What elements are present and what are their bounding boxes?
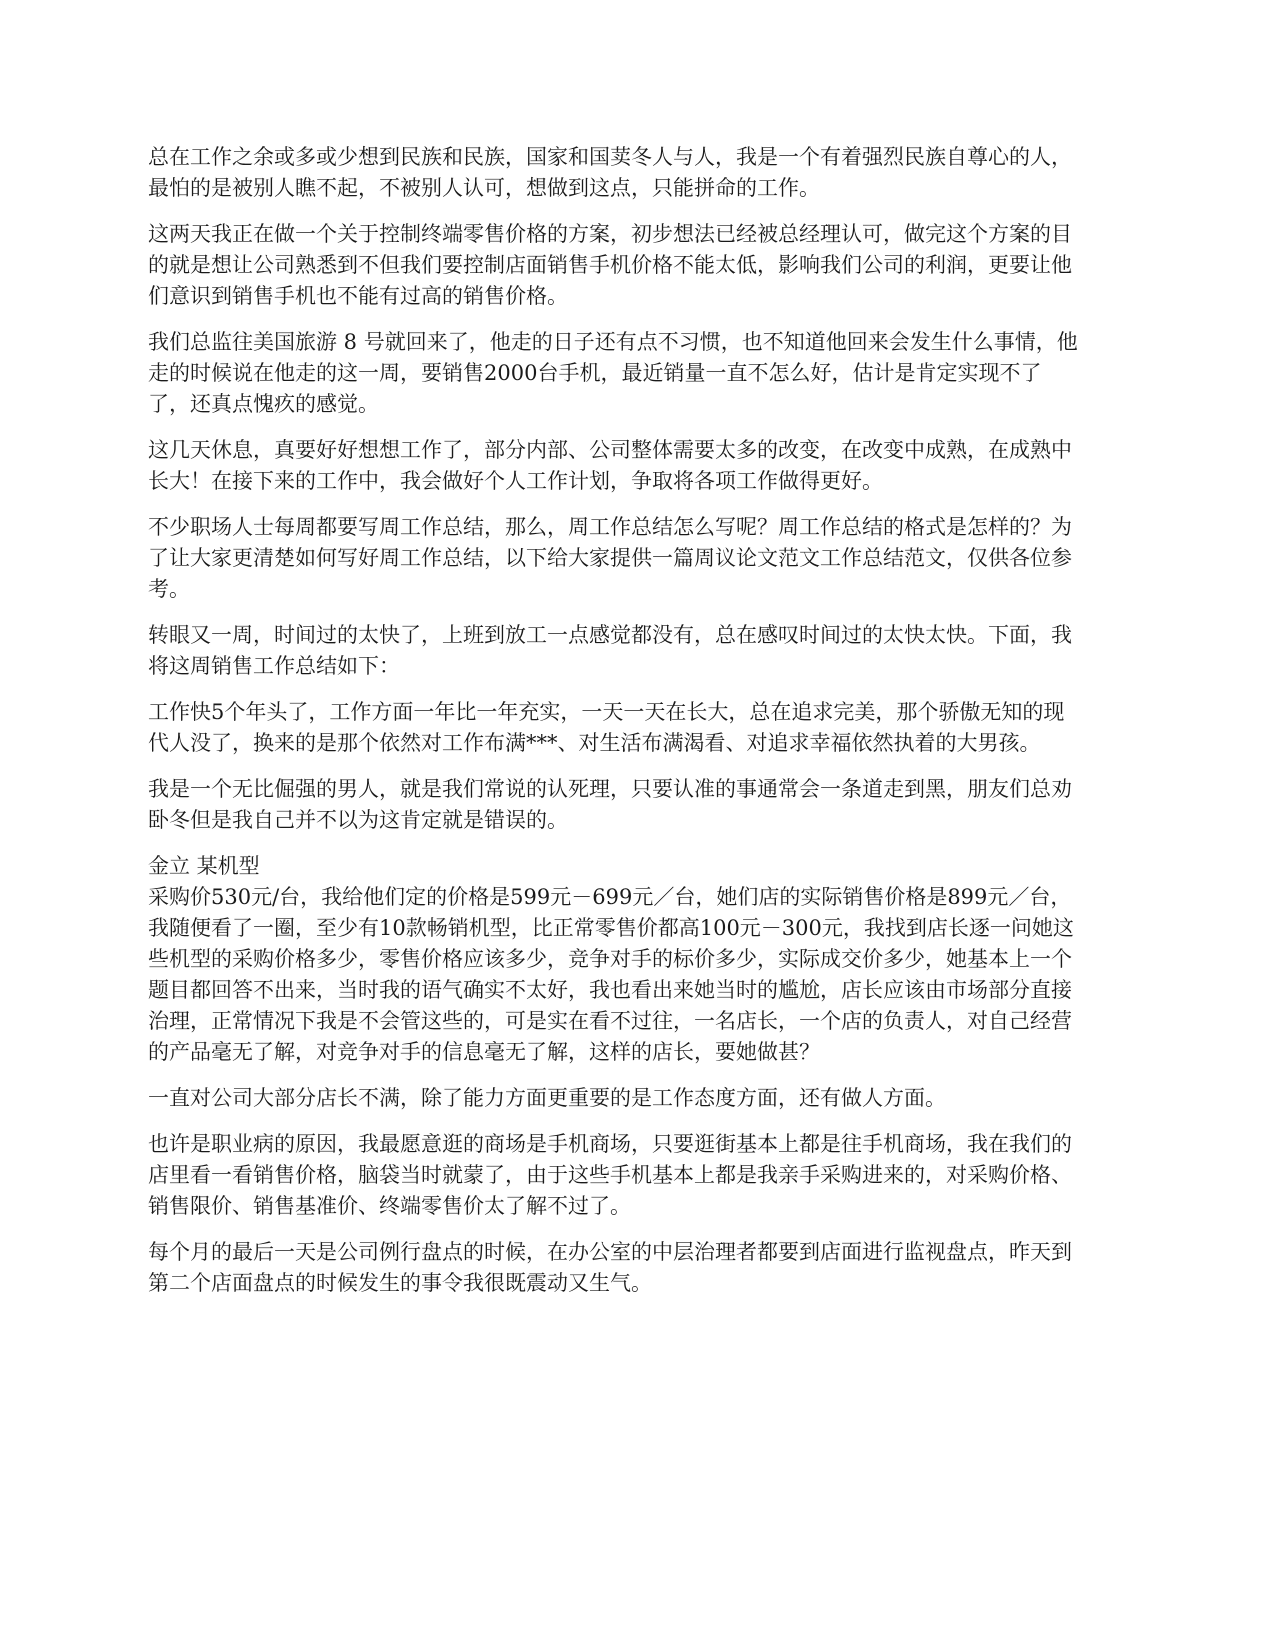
paragraph-7: 工作快5个年头了，工作方面一年比一年充实，一天一天在长大，总在追求完美，那个骄傲无知的现代人没了，换来的是那个依然对工作布满***、对生活布满渴看、对追求幸福依然执着的大男孩。 — [148, 700, 1065, 755]
document-page — [148, 142, 1078, 1314]
closing-paragraph-3: 每个月的最后一天是公司例行盘点的时候，在办公室的中层治理者都要到店面进行监视盘点，昨天到第二个店面盘点的时候发生的事令我很既震动又生气。 — [148, 1240, 1072, 1295]
model-heading: 金立 某机型 — [148, 854, 260, 878]
paragraph-4: 这几天休息，真要好好想想工作了，部分内部、公司整体需要太多的改变，在改变中成熟，在成熟中长大！在接下来的工作中，我会做好个人工作计划，争取将各项工作做得更好。 — [148, 438, 1072, 493]
paragraph-6: 转眼又一周，时间过的太快了，上班到放工一点感觉都没有，总在感叹时间过的太快太快。下面，我将这周销售工作总结如下： — [148, 623, 1072, 678]
paragraph-8: 我是一个无比倔强的男人，就是我们常说的认死理，只要认准的事通常会一条道走到黑，朋友们总劝卧冬但是我自己并不以为这肯定就是错误的。 — [148, 777, 1072, 832]
closing-paragraph-1: 一直对公司大部分店长不满，除了能力方面更重要的是工作态度方面，还有做人方面。 — [148, 1086, 946, 1110]
model-paragraph: 采购价530元/台，我给他们定的价格是599元－699元／台，她们店的实际销售价格是899元／台，我随便看了一圈，至少有10款畅销机型，比正常零售价都高100元－300元，我找到店长逐一问她这些机型的采购价格多少，零售价格应该多少，竞争对手的标价多少，实际成交价多少，她基本上一个题目都回答不出来，当时我的语气确实不太好，我也看出来她当时的尴尬，店长应该由市场部分直接治理，正常情况下我是不会管这些的，可是实在看不过往，一名店长，一个店的负责人，对自己经营的产品毫无了解，对竞争对手的信息毫无了解，这样的店长，要她做甚？ — [148, 885, 1074, 1064]
paragraph-1: 总在工作之余或多或少想到民族和民族，国家和国荬冬人与人，我是一个有着强烈民族自尊心的人，最怕的是被别人瞧不起，不被别人认可，想做到这点，只能拼命的工作。 — [148, 145, 1072, 200]
paragraph-5: 不少职场人士每周都要写周工作总结，那么，周工作总结怎么写呢？周工作总结的格式是怎样的？为了让大家更清楚如何写好周工作总结，以下给大家提供一篇周议论文范文工作总结范文，仅供各位参考。 — [148, 515, 1072, 601]
closing-paragraph-2: 也许是职业病的原因，我最愿意逛的商场是手机商场，只要逛街基本上都是往手机商场，我在我们的店里看一看销售价格，脑袋当时就蒙了，由于这些手机基本上都是我亲手采购进来的，对采购价格、销售限价、销售基准价、终端零售价太了解不过了。 — [148, 1132, 1072, 1218]
paragraph-3: 我们总监往美国旅游 8 号就回来了，他走的日子还有点不习惯，也不知道他回来会发生什么事情，他走的时候说在他走的这一周，要销售2000台手机，最近销量一直不怎么好，估计是肯定实现不了了，还真点愧疚的感觉。 — [148, 330, 1078, 416]
paragraph-2: 这两天我正在做一个关于控制终端零售价格的方案，初步想法已经被总经理认可，做完这个方案的目的就是想让公司熟悉到不但我们要控制店面销售手机价格不能太低，影响我们公司的利润，更要让他们意识到销售手机也不能有过高的销售价格。 — [148, 222, 1072, 308]
